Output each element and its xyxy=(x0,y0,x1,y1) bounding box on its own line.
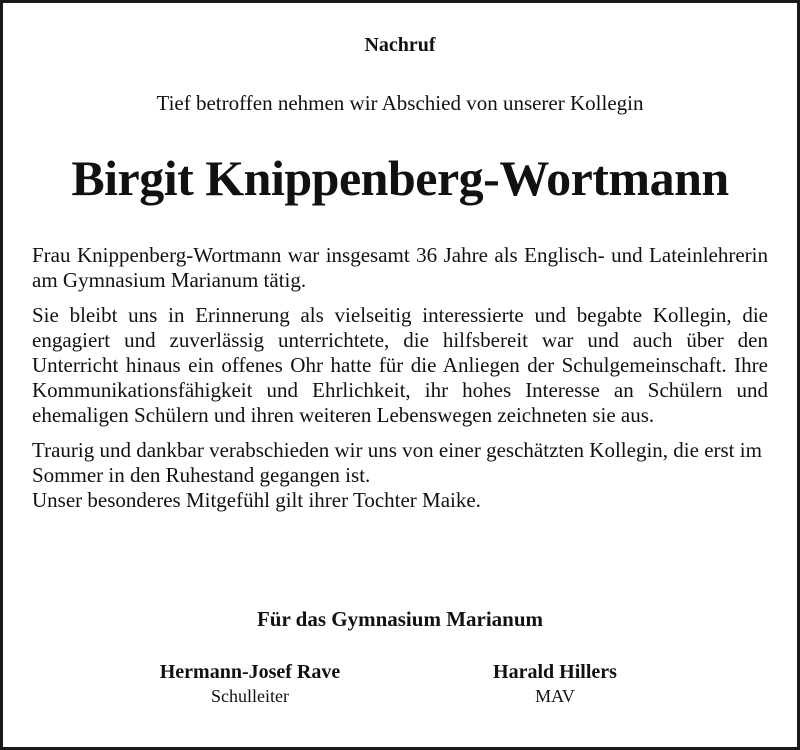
intro-line: Tief betroffen nehmen wir Abschied von unserer Kollegin xyxy=(156,91,644,115)
signatory-role: Schulleiter xyxy=(211,686,289,706)
signature-block-principal xyxy=(120,660,380,707)
obituary-body xyxy=(32,243,768,513)
signatory-role: MAV xyxy=(535,686,575,706)
signatory-name: Hermann-Josef Rave xyxy=(159,661,341,683)
signatory-name: Harald Hillers xyxy=(493,661,617,683)
paragraph-remembrance: Sie bleibt uns in Erinnerung als vielseitig interessierte und begabte Kollegin, die engagiert und zuverlässig unterrichtete, die hilfsbereit war und auch über den Unterricht hinaus ein offenes Ohr hatte für die Anliegen der Schulgemeinschaft. Ihre Kommunikationsfähigkeit und Ehrlichkeit, ihr hohes Interesse an Schülern und ehemaligen Schülern und ihren weiteren Lebenswegen zeichneten sie aus. xyxy=(32,303,768,427)
paragraph-career: Frau Knippenberg-Wortmann war insgesamt 36 Jahre als Englisch- und Lateinlehrerin am Gymnasium Marianum tätig. xyxy=(32,243,768,292)
paragraph-sympathy: Unser besonderes Mitgefühl gilt ihrer Tochter Maike. xyxy=(32,488,481,512)
notice-heading: Nachruf xyxy=(364,34,436,56)
signature-block-mav xyxy=(440,660,670,707)
deceased-name: Birgit Knippenberg-Wortmann xyxy=(71,150,729,206)
paragraph-farewell: Traurig und dankbar verabschieden wir uns von einer geschätzten Kollegin, die erst im Sommer in den Ruhestand gegangen ist. xyxy=(32,438,762,487)
on-behalf-line: Für das Gymnasium Marianum xyxy=(256,607,544,631)
